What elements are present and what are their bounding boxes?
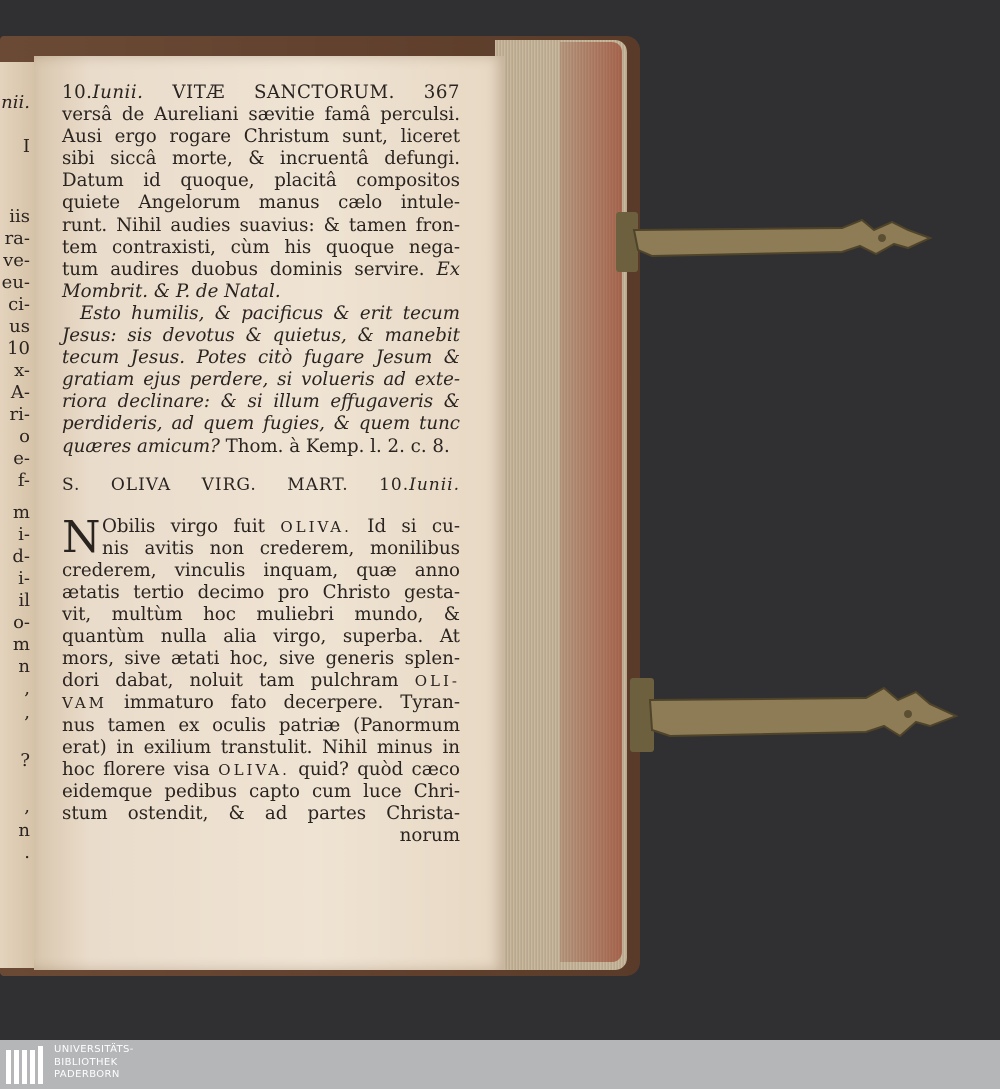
- text-line: stum ostendit, & ad partes Christa-: [62, 802, 460, 824]
- prev-fragment: ci-: [8, 294, 30, 315]
- header-month: Iunii.: [92, 82, 144, 103]
- prev-fragment: I: [22, 136, 30, 157]
- library-name-line: BIBLIOTHEK: [54, 1056, 118, 1068]
- quote-line: tecum Jesus. Potes citò fugare Jesum &: [62, 347, 460, 369]
- text-line: ætatis tertio decimo pro Christo gesta-: [62, 581, 460, 603]
- red-edge-staining: [560, 42, 622, 962]
- text-line: nis avitis non crederem, monilibus: [102, 537, 460, 559]
- heading-day: 10.: [379, 474, 410, 495]
- library-footer: [0, 1040, 1000, 1089]
- prev-fragment: us: [9, 316, 30, 337]
- upper-clasp: [612, 208, 940, 288]
- oliva-paragraph: [62, 511, 460, 847]
- quote-line: [62, 436, 460, 458]
- prev-fragment: 10: [7, 338, 30, 359]
- prev-fragment: ra-: [4, 228, 30, 249]
- library-name: [54, 1044, 134, 1082]
- prev-fragment: il: [18, 590, 30, 611]
- text-line: sibi siccâ morte, & incruentâ defungi.: [62, 148, 460, 170]
- text-line: [62, 692, 460, 714]
- page-number: 367: [423, 82, 460, 103]
- prev-fragment: ve-: [3, 250, 30, 271]
- library-name-line: PADERBORN: [54, 1069, 120, 1080]
- prev-fragment: .: [24, 842, 30, 863]
- quote-fragment: quæres amicum?: [62, 435, 220, 457]
- text-fragment: dori dabat, noluit tam pulchram: [62, 670, 399, 692]
- prev-fragment: ri-: [9, 404, 30, 425]
- page-text: [62, 82, 460, 847]
- prev-fragment: ,: [24, 678, 30, 699]
- source-citation: Mombrit. & P. de Natal.: [62, 280, 281, 302]
- prev-fragment: iis: [9, 206, 30, 227]
- text-fragment: tum audires duobus dominis servire.: [62, 258, 425, 280]
- library-logo-icon: [4, 1044, 48, 1086]
- prev-fragment: e-: [13, 448, 30, 469]
- quote-line: riora declinare: & si illum effugaveris &: [62, 391, 460, 413]
- text-fragment: Obilis virgo fuit: [102, 515, 265, 537]
- prev-fragment: n: [18, 656, 30, 677]
- prev-fragment: n: [18, 820, 30, 841]
- prev-fragment: eu-: [1, 272, 30, 293]
- text-fragment: quid? quòd cæco: [298, 758, 460, 780]
- library-name-line: UNIVERSITÄTS-: [54, 1044, 134, 1055]
- text-fragment: Id si cu-: [367, 515, 460, 537]
- header-day: 10.: [62, 82, 93, 103]
- name-smallcaps: OLIVA.: [218, 760, 290, 779]
- heading-month: Iunii.: [409, 474, 460, 495]
- header-title: VITÆ SANCTORUM.: [172, 82, 395, 103]
- prev-fragment: A-: [10, 382, 30, 403]
- prev-fragment: i-: [18, 524, 30, 545]
- text-line: erat) in exilium transtulit. Nihil minus in: [62, 736, 460, 758]
- book-page: [34, 56, 504, 970]
- prev-fragment: ?: [20, 750, 30, 771]
- quote-line: gratiam ejus perdere, si volueris ad exte-: [62, 369, 460, 391]
- text-line: [62, 759, 460, 781]
- text-line: tem contraxisti, cùm his quoque nega-: [62, 236, 460, 258]
- heading-title: S. OLIVA VIRG. MART.: [62, 474, 349, 495]
- prev-fragment: o: [19, 426, 30, 447]
- prev-fragment: nii.: [1, 92, 30, 113]
- text-line: mors, sive ætati hoc, sive generis splen-: [62, 648, 460, 670]
- prev-fragment: i-: [18, 568, 30, 589]
- quote-line: Esto humilis, & pacificus & erit tecum: [80, 302, 460, 324]
- drop-cap: N: [62, 511, 101, 563]
- text-fragment: immaturo fato decerpere. Tyran-: [123, 692, 460, 714]
- text-line: Ausi ergo rogare Christum sunt, liceret: [62, 126, 460, 148]
- text-line: eidemque pedibus capto cum luce Chri-: [62, 780, 460, 802]
- prev-fragment: o-: [13, 612, 30, 633]
- prev-fragment: x-: [14, 360, 30, 381]
- prev-fragment: d-: [12, 546, 30, 567]
- text-fragment: hoc florere visa: [62, 758, 210, 780]
- running-header: [62, 82, 460, 104]
- quote-line: Jesus: sis devotus & quietus, & manebit: [62, 325, 460, 347]
- quote-line: perdideris, ad quem fugies, & quem tunc: [62, 413, 460, 435]
- text-line: runt. Nihil audies suavius: & tamen fron-: [62, 214, 460, 236]
- previous-page-edge: [0, 62, 34, 968]
- text-line: quiete Angelorum manus cælo intule-: [62, 192, 460, 214]
- text-line: nus tamen ex oculis patriæ (Panormum: [62, 714, 460, 736]
- text-line: [62, 670, 460, 692]
- citation-fragment: Thom. à Kemp. l. 2. c. 8.: [225, 435, 450, 457]
- saint-heading: [62, 474, 460, 496]
- text-line: Datum id quoque, placitâ compositos: [62, 170, 460, 192]
- prev-fragment: ,: [24, 796, 30, 817]
- text-line: [62, 516, 460, 538]
- text-line: quantùm nulla alia virgo, superba. At: [62, 626, 460, 648]
- name-smallcaps: OLIVA.: [280, 517, 352, 536]
- catchword: norum: [399, 825, 460, 846]
- text-line: vit, multùm hoc muliebri mundo, &: [62, 604, 460, 626]
- prev-fragment: ,: [24, 702, 30, 723]
- prev-fragment: f-: [17, 470, 30, 491]
- prev-fragment: m: [12, 502, 30, 523]
- prev-fragment: m: [12, 634, 30, 655]
- source-fragment: Ex: [436, 258, 460, 280]
- text-line: [62, 259, 460, 281]
- name-smallcaps: VAM: [62, 694, 108, 713]
- text-line: crederem, vinculis inquam, quæ anno: [62, 559, 460, 581]
- lower-clasp: [626, 676, 964, 760]
- name-smallcaps: OLI-: [414, 672, 460, 691]
- text-line: versâ de Aureliani sævitie famâ perculsi.: [62, 104, 460, 126]
